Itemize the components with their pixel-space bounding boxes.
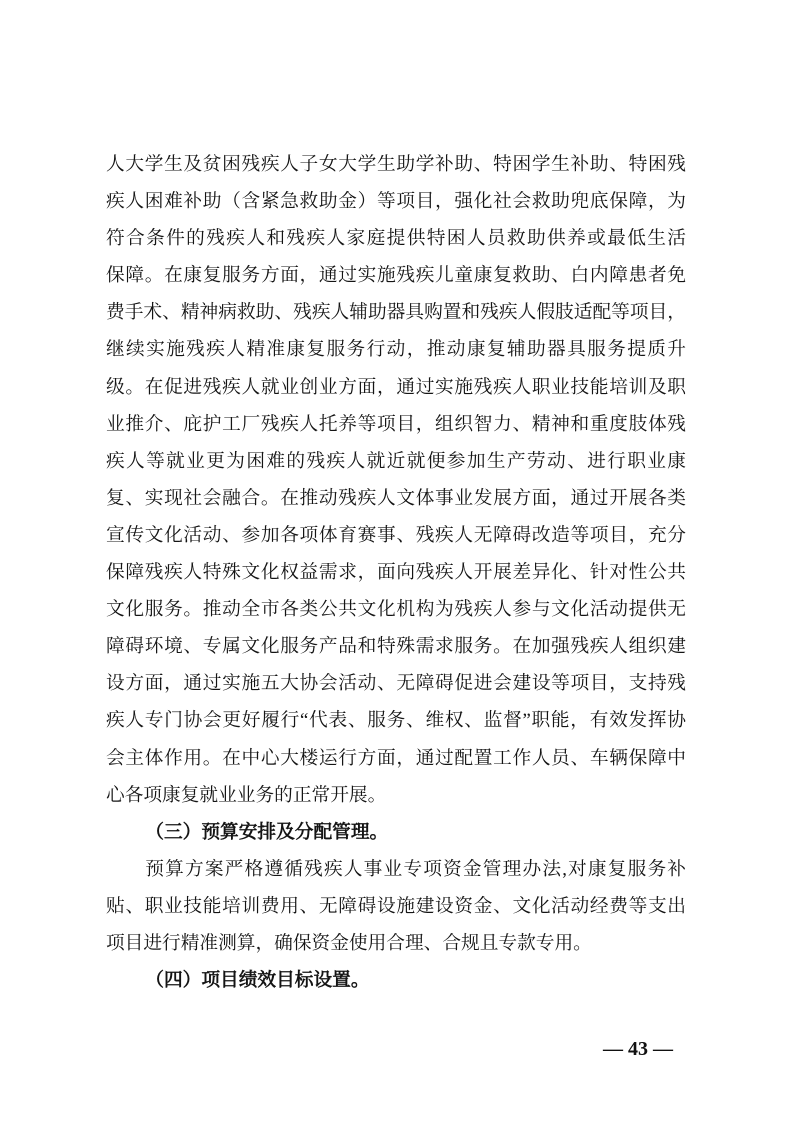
text-line: 业推介、庇护工厂残疾人托养等项目，组织智力、精神和重度肢体残 <box>106 413 686 435</box>
text-line: 项目进行精准测算，确保资金使用合理、合规且专款专用。 <box>106 932 592 954</box>
text-line: 心各项康复就业业务的正常开展。 <box>106 784 387 806</box>
text-line: 疾人困难补助（含紧急救助金）等项目，强化社会救助兜底保障，为 <box>106 191 686 213</box>
text-block <box>106 146 686 999</box>
text-line: 人大学生及贫困残疾人子女大学生助学补助、特困学生补助、特困残 <box>106 154 686 175</box>
text-line: 贴、职业技能培训费用、无障碍设施建设资金、文化活动经费等支出 <box>106 895 686 917</box>
text-line: 保障。在康复服务方面，通过实施残疾儿童康复救助、白内障患者免 <box>106 265 686 287</box>
text-line: 继续实施残疾人精准康复服务行动，推动康复辅助器具服务提质升 <box>106 339 686 361</box>
text-line: 宣传文化活动、参加各项体育赛事、残疾人无障碍改造等项目，充分 <box>106 524 686 546</box>
section-heading: （四）项目绩效目标设置。 <box>145 970 370 992</box>
page-number: — 43 — <box>603 1038 673 1060</box>
text-line: 疾人专门协会更好履行“代表、服务、维权、监督”职能，有效发挥协 <box>106 710 686 732</box>
text-line: 障碍环境、专属文化服务产品和特殊需求服务。在加强残疾人组织建 <box>106 636 686 658</box>
text-line: 复、实现社会融合。在推动残疾人文体事业发展方面，通过开展各类 <box>106 487 686 509</box>
text-line: 文化服务。推动全市各类公共文化机构为残疾人参与文化活动提供无 <box>106 599 686 621</box>
text-line: 疾人等就业更为困难的残疾人就近就便参加生产劳动、进行职业康 <box>106 450 686 472</box>
text-line: 费手术、精神病救助、残疾人辅助器具购置和残疾人假肢适配等项目， <box>106 302 686 324</box>
text-line: 预算方案严格遵循残疾人事业专项资金管理办法,对康复服务补 <box>145 858 686 880</box>
text-line: 保障残疾人特殊文化权益需求，面向残疾人开展差异化、针对性公共 <box>106 562 686 584</box>
section-heading: （三）预算安排及分配管理。 <box>145 821 389 843</box>
text-line: 设方面，通过实施五大协会活动、无障碍促进会建设等项目，支持残 <box>106 673 686 695</box>
text-line: 会主体作用。在中心大楼运行方面，通过配置工作人员、车辆保障中 <box>106 747 686 769</box>
text-line: 级。在促进残疾人就业创业方面，通过实施残疾人职业技能培训及职 <box>106 376 686 398</box>
text-line: 符合条件的残疾人和残疾人家庭提供特困人员救助供养或最低生活 <box>106 228 686 250</box>
